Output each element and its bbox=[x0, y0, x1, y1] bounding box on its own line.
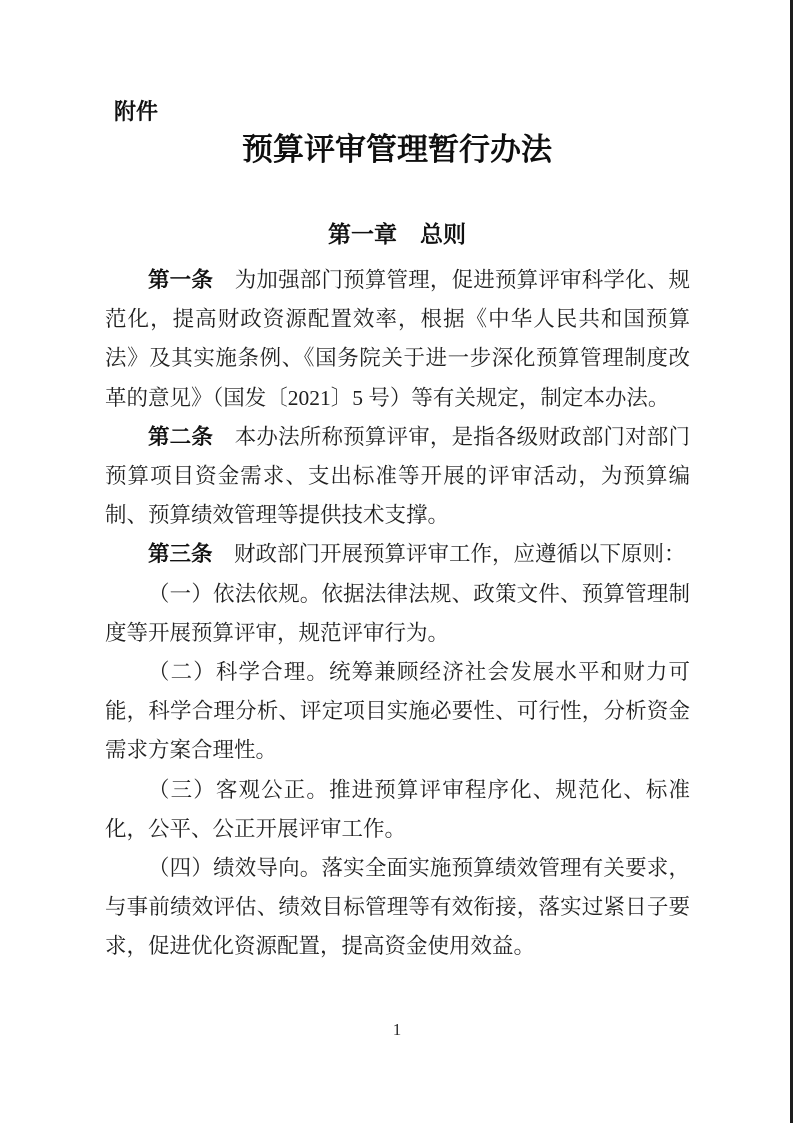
principle-4-text: （四）绩效导向。落实全面实施预算绩效管理有关要求，与事前绩效评估、绩效目标管理等有效衔接，落实过紧日子要求，促进优化资源配置，提高资金使用效益。 bbox=[105, 856, 690, 959]
page-number: 1 bbox=[392, 1020, 402, 1039]
paragraph-principle-2 bbox=[105, 653, 690, 771]
attachment-label: 附件 bbox=[114, 99, 159, 124]
paragraph-article-1 bbox=[105, 261, 690, 418]
article-3-number: 第三条 bbox=[148, 542, 235, 567]
document-title: 预算评审管理暂行办法 bbox=[242, 132, 552, 167]
article-3-text: 财政部门开展预算评审工作，应遵循以下原则： bbox=[234, 542, 686, 567]
article-2-text: 本办法所称预算评审，是指各级财政部门对部门预算项目资金需求、支出标准等开展的评审活动，为预算编制、预算绩效管理等提供技术支撑。 bbox=[105, 424, 690, 528]
article-1-text: 为加强部门预算管理，促进预算评审科学化、规范化，提高财政资源配置效率，根据《中华人民共和国预算法》及其实施条例、《国务院关于进一步深化预算管理制度改革的意见》（国发〔2021〕5 号）等有关规定，制定本办法。 bbox=[105, 268, 690, 410]
principle-1-text: （一）依法依规。依据法律法规、政策文件、预算管理制度等开展预算评审，规范评审行为。 bbox=[105, 581, 690, 645]
paragraph-article-3 bbox=[105, 535, 690, 574]
paragraph-article-2 bbox=[105, 418, 690, 536]
article-2-number: 第二条 bbox=[148, 424, 235, 449]
scan-edge-line bbox=[790, 0, 793, 1123]
principle-2-text: （二）科学合理。统筹兼顾经济社会发展水平和财力可能，科学合理分析、评定项目实施必要性、可行性，分析资金需求方案合理性。 bbox=[105, 660, 690, 763]
document-body bbox=[105, 261, 690, 967]
principle-3-text: （三）客观公正。推进预算评审程序化、规范化、标准化，公平、公正开展评审工作。 bbox=[105, 777, 690, 841]
chapter-heading: 第一章 总则 bbox=[328, 221, 466, 247]
paragraph-principle-4 bbox=[105, 849, 690, 967]
article-1-number: 第一条 bbox=[148, 268, 235, 292]
paragraph-principle-3 bbox=[105, 771, 690, 849]
paragraph-principle-1 bbox=[105, 575, 690, 653]
